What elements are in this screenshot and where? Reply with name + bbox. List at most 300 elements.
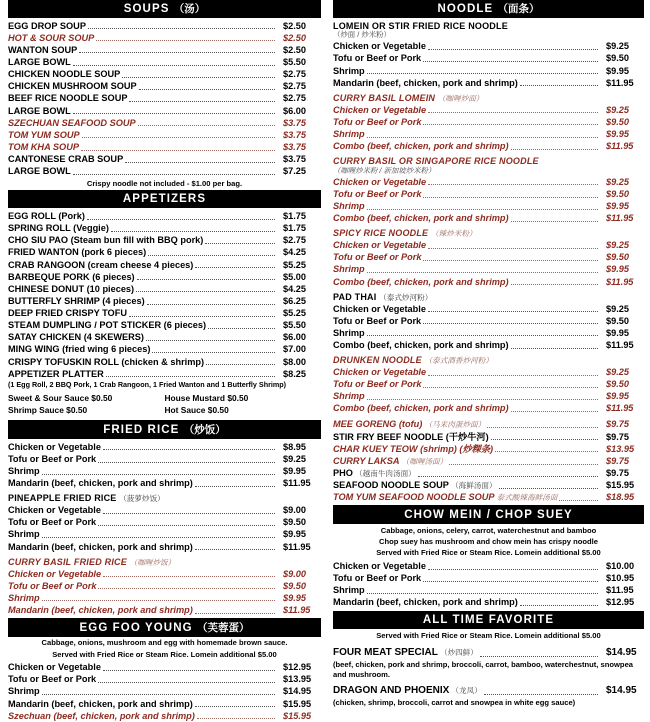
curry-basil-singapore-items: [333, 176, 644, 225]
menu-item-price: $5.50: [283, 320, 306, 331]
menu-item-row: [333, 251, 644, 263]
menu-item-price: $9.25: [606, 303, 629, 314]
dot-leader: [491, 439, 598, 440]
menu-item-price: $9.75: [606, 431, 629, 442]
lomein-title-chinese: （炒面 / 炒米粉）: [333, 30, 391, 40]
menu-item-price: $11.95: [606, 77, 634, 88]
dot-leader: [428, 49, 598, 50]
curry-basil-singapore-title: CURRY BASIL OR SINGAPORE RICE NOODLE: [333, 156, 539, 167]
menu-item-row: [333, 263, 644, 275]
menu-item-price: $3.75: [283, 129, 306, 140]
menu-item-row: [8, 56, 321, 68]
soups-title: SOUPS: [123, 2, 170, 15]
menu-item-name: CRISPY TOFUSKIN ROLL (chicken & shrimp): [8, 356, 205, 367]
section-header-appetizers: [8, 190, 321, 208]
spicy-rice-noodle-title: SPICY RICE NOODLE: [333, 228, 429, 239]
menu-item-row: [8, 210, 321, 222]
dot-leader: [480, 656, 598, 657]
menu-item-name: DRAGON AND PHOENIX （龙凤）: [333, 684, 482, 696]
spicy-rice-noodle-subheader: [333, 224, 644, 239]
menu-item-name: TOM KHA SOUP: [8, 141, 79, 152]
menu-item-price: $9.95: [283, 592, 306, 603]
menu-item-row: [333, 479, 644, 491]
all-time-favorite-desc: Served with Fried Rice or Steam Rice. Lomein additional $5.00: [376, 630, 601, 640]
menu-item-name: SZECHUAN SEAFOOD SOUP: [8, 117, 136, 128]
menu-item-name: BEEF RICE NOODLE SOUP: [8, 93, 128, 104]
menu-item-name: LARGE BOWL: [8, 56, 71, 67]
menu-item-name: Combo (beef, chicken, pork and shrimp): [333, 339, 509, 350]
menu-item-price: $9.95: [283, 466, 306, 477]
dot-leader: [42, 474, 275, 475]
menu-item-name: HOT & SOUR SOUP: [8, 32, 95, 43]
menu-item-name: BUTTERFLY SHRIMP (4 pieces): [8, 295, 145, 306]
menu-item-row: [333, 560, 644, 572]
curry-basil-lomein-items: [333, 104, 644, 153]
menu-item-row: [333, 65, 644, 77]
menu-item-row: [333, 431, 644, 443]
menu-item-price: $9.50: [606, 116, 629, 127]
menu-item-name: EGG ROLL (Pork): [8, 210, 85, 221]
menu-item-price: $9.75: [606, 419, 629, 430]
menu-item-name: Shrimp: [333, 201, 365, 212]
chow-mein-desc-3: Served with Fried Rice or Steam Rice. Lomein additional $5.00: [376, 548, 601, 558]
menu-item-row: [8, 343, 321, 355]
menu-item-name: Chicken or Vegetable: [333, 176, 427, 187]
menu-item-price: $5.25: [283, 259, 306, 270]
menu-item-name-chinese: （炒四鲜）: [437, 648, 478, 658]
menu-item-row: [8, 516, 321, 528]
menu-item-row: [333, 646, 644, 659]
menu-item-name: Tofu or Beef or Pork: [333, 188, 422, 199]
menu-item-row: [8, 259, 321, 271]
dot-leader: [423, 260, 598, 261]
dot-leader: [449, 464, 598, 465]
menu-item-price: $8.25: [283, 368, 306, 379]
dot-leader: [98, 462, 275, 463]
sauces-column-left: [8, 392, 165, 416]
menu-item-price: $15.95: [283, 710, 312, 721]
menu-item-row: [8, 673, 321, 685]
menu-item-name: SPRING ROLL (Veggie): [8, 223, 109, 234]
menu-item-row: [8, 141, 321, 153]
fried-rice-title: FRIED RICE: [103, 423, 180, 436]
menu-item-price: $3.75: [283, 117, 306, 128]
dot-leader: [423, 581, 598, 582]
menu-item-price: $11.95: [606, 276, 634, 287]
menu-item-price: $2.50: [283, 32, 306, 43]
menu-item-name: CRAB RANGOON (cream cheese 4 pieces): [8, 259, 194, 270]
menu-item-price: $5.25: [283, 308, 306, 319]
menu-item-price: $2.75: [283, 235, 306, 246]
pad-thai-title-chinese: （泰式炒河粉）: [379, 292, 433, 302]
dot-leader: [137, 279, 275, 280]
menu-item-price: $2.50: [283, 20, 306, 31]
menu-item-row: [333, 402, 644, 414]
menu-item-name: Shrimp: [333, 128, 365, 139]
menu-item-row: [8, 283, 321, 295]
menu-item-price: $2.75: [283, 69, 306, 80]
menu-item-name: CHO SIU PAO (Steam bun fill with BBQ pork): [8, 235, 204, 246]
menu-item-row: [333, 52, 644, 64]
menu-item-row: [8, 465, 321, 477]
chow-mein-desc-2: Chop suey has mushroom and chow mein has crispy noodle: [379, 537, 598, 546]
curry-basil-fried-rice-subheader: [8, 553, 321, 568]
menu-item-price: $9.95: [606, 391, 629, 402]
soups-note: Crispy noodle not included - $1.00 per bag.: [86, 178, 243, 188]
dot-leader: [195, 613, 275, 614]
dot-leader: [98, 588, 275, 589]
dot-leader: [428, 248, 598, 249]
dot-leader: [98, 525, 275, 526]
menu-item-name: Shrimp: [333, 65, 365, 76]
menu-item-name: Chicken or Vegetable: [8, 505, 101, 516]
dot-leader: [129, 316, 275, 317]
fried-rice-title-chinese: （炒饭）: [183, 423, 226, 436]
dot-leader: [511, 284, 598, 285]
menu-item-name: CHAR KUEY TEOW (shrimp) (炒粿条): [333, 443, 494, 454]
dot-leader: [195, 706, 275, 707]
menu-item-row: [8, 568, 321, 580]
dot-leader: [122, 77, 275, 78]
menu-item-name: Shrimp: [333, 327, 365, 338]
menu-item-row: [333, 77, 644, 89]
menu-item-price: $11.95: [283, 604, 311, 615]
menu-item-row: [333, 303, 644, 315]
lomein-items: [333, 40, 644, 89]
menu-item-price: $6.00: [283, 105, 306, 116]
menu-item-row: [8, 222, 321, 234]
menu-item-row: [333, 188, 644, 200]
menu-item-name: Chicken or Vegetable: [8, 662, 101, 673]
dot-leader: [484, 694, 598, 695]
menu-item-price: $1.75: [283, 223, 306, 234]
menu-item-row: [333, 200, 644, 212]
menu-item-name: Tofu or Beef or Pork: [333, 116, 422, 127]
curry-basil-fried-rice-title-chinese: （咖喱炒饭）: [129, 557, 176, 567]
section-header-all-time-favorite: [333, 612, 644, 630]
menu-item-price: $14.95: [606, 647, 637, 659]
dot-leader: [125, 162, 275, 163]
menu-item-name: Combo (beef, chicken, pork and shrimp): [333, 141, 509, 152]
curry-basil-fried-rice-title: CURRY BASIL FRIED RICE: [8, 556, 127, 567]
section-header-noodle: [333, 0, 644, 18]
menu-item-name: Shrimp: [333, 391, 365, 402]
menu-item-name: EGG DROP SOUP: [8, 20, 86, 31]
menu-item-name: SATAY CHICKEN (4 SKEWERS): [8, 332, 144, 343]
menu-item-name: Tofu or Beef or Pork: [8, 517, 97, 528]
menu-item-row: [8, 698, 321, 710]
menu-item-name: LARGE BOWL: [8, 105, 71, 116]
egg-foo-young-items: [8, 661, 321, 722]
dot-leader: [148, 255, 275, 256]
sauces-column-right: [165, 392, 322, 416]
menu-item-name: CHICKEN NOODLE SOUP: [8, 69, 121, 80]
menu-item-price: $9.25: [606, 176, 629, 187]
menu-item-name: Shrimp: [8, 529, 40, 540]
menu-item-price: $6.00: [283, 332, 306, 343]
menu-item-name: Tofu or Beef or Pork: [333, 53, 422, 64]
dot-leader: [206, 364, 275, 365]
menu-item-row: [333, 378, 644, 390]
dot-leader: [423, 124, 598, 125]
noodle-specialties: [333, 418, 644, 503]
noodle-title-chinese: （面条）: [497, 2, 540, 15]
dot-leader: [559, 500, 598, 501]
right-column: [325, 0, 650, 708]
menu-item-price: $11.95: [606, 213, 634, 224]
dot-leader: [195, 486, 275, 487]
menu-item-row: [8, 368, 321, 380]
menu-item-name-chinese: （越南牛肉汤面）: [352, 469, 416, 479]
menu-item-price: $11.95: [606, 585, 634, 596]
sauce-item: Hot Sauce $0.50: [164, 405, 229, 416]
menu-item-row: [8, 234, 321, 246]
chow-mein-desc-1: Cabbage, onions, celery, carrot, waterchestnut and bamboo: [380, 525, 597, 535]
menu-item-price: $4.25: [283, 283, 306, 294]
menu-item-price: $9.95: [283, 529, 306, 540]
menu-item-price: $15.95: [606, 480, 635, 491]
menu-item-row: [8, 271, 321, 283]
egg-foo-young-title-chinese: （芙蓉蛋）: [196, 621, 250, 634]
dot-leader: [195, 549, 275, 550]
dot-leader: [73, 174, 275, 175]
dot-leader: [98, 682, 275, 683]
egg-foo-young-desc-2: Served with Fried Rice or Steam Rice. Lomein additional $5.00: [52, 649, 277, 659]
menu-item-name: Chicken or Vegetable: [8, 568, 102, 579]
menu-item-price: $9.75: [606, 455, 629, 466]
menu-item-name: Chicken or Vegetable: [333, 303, 426, 314]
dot-leader: [73, 113, 275, 114]
dot-leader: [428, 375, 598, 376]
menu-item-name: Chicken or Vegetable: [333, 240, 427, 251]
chow-mein-title: CHOW MEIN / CHOP SUEY: [404, 508, 573, 521]
menu-item-price: $15.95: [283, 698, 312, 709]
favorite-item: [333, 680, 644, 708]
dot-leader: [146, 340, 275, 341]
menu-item-price: $2.75: [283, 81, 306, 92]
dot-leader: [367, 209, 598, 210]
menu-item-price: $13.95: [606, 443, 635, 454]
menu-item-price: $9.25: [606, 41, 629, 52]
menu-item-name: Combo (beef, chicken, pork and shrimp): [333, 403, 509, 414]
menu-item-price: $9.95: [606, 264, 629, 275]
menu-item-row: [333, 276, 644, 288]
dot-leader: [428, 184, 598, 185]
menu-item-row: [8, 117, 321, 129]
menu-item-price: $5.00: [283, 271, 306, 282]
noodle-title: NOODLE: [437, 2, 494, 15]
menu-item-name: DEEP FRIED CRISPY TOFU: [8, 308, 127, 319]
dot-leader: [139, 89, 275, 90]
menu-item-row: [333, 390, 644, 402]
menu-item-name: SEAFOOD NOODLE SOUP （海鲜汤面）: [333, 480, 497, 491]
dot-leader: [87, 219, 275, 220]
menu-item-price: $2.50: [283, 44, 306, 55]
menu-item-row: [333, 212, 644, 224]
menu-item-name: WANTON SOUP: [8, 44, 78, 55]
dot-leader: [81, 150, 275, 151]
dot-leader: [367, 137, 598, 138]
soups-items: [8, 18, 321, 178]
menu-item-row: [333, 116, 644, 128]
curry-basil-lomein-title-chinese: （咖喱炒面）: [437, 93, 484, 103]
sauces-block: [8, 389, 321, 418]
menu-item-row: [8, 20, 321, 32]
menu-item-name: Mandarin (beef, chicken, pork and shrimp): [333, 597, 518, 608]
menu-item-name: Mandarin (beef, chicken, pork and shrimp): [8, 478, 193, 489]
menu-item-name: PHO （越南牛肉汤面）: [333, 468, 416, 479]
sauce-item: House Mustard $0.50: [164, 392, 249, 403]
chow-mein-items: [333, 560, 644, 609]
menu-item-row: [8, 105, 321, 117]
curry-basil-singapore-subheader: [333, 152, 644, 176]
section-header-soups: [8, 0, 321, 18]
menu-item-name: Chicken or Vegetable: [8, 441, 101, 452]
dot-leader: [367, 73, 598, 74]
curry-basil-singapore-title-chinese: （咖喱炒米粉 / 新加坡炒米粉）: [333, 165, 436, 175]
egg-foo-young-title: EGG FOO YOUNG: [79, 621, 193, 634]
menu-item-row: [333, 339, 644, 351]
menu-item-price: $9.95: [606, 327, 629, 338]
sauce-item: Shrimp Sauce $0.50: [8, 405, 88, 416]
menu-item-row: [333, 572, 644, 584]
dot-leader: [103, 670, 275, 671]
dot-leader: [367, 272, 598, 273]
menu-item-row: [333, 315, 644, 327]
menu-item-row: [333, 596, 644, 608]
favorite-item-description: (beef, chicken, pork and shrimp, broccoli, carrot, bamboo, waterchestnut, snowpea and mushroom.: [333, 660, 634, 680]
menu-item-row: [8, 528, 321, 540]
menu-item-row: [333, 40, 644, 52]
dot-leader: [423, 197, 598, 198]
menu-item-name: MING WING (fried wing 6 pieces): [8, 344, 151, 355]
menu-item-row: [333, 491, 644, 503]
menu-item-name: Shrimp: [8, 592, 40, 603]
menu-item-name: CANTONESE CRAB SOUP: [8, 154, 124, 165]
dot-leader: [138, 125, 275, 126]
menu-item-row: [8, 80, 321, 92]
menu-item-price: $9.95: [606, 65, 629, 76]
menu-item-price: $11.95: [606, 339, 634, 350]
spicy-rice-noodle-title-chinese: （辣炒米粉）: [430, 229, 477, 239]
dot-leader: [195, 267, 275, 268]
dot-leader: [423, 387, 598, 388]
menu-item-name: STIR FRY BEEF NOODLE (干炒牛河): [333, 431, 489, 442]
menu-item-row: [8, 319, 321, 331]
egg-foo-young-desc-1: Cabbage, onions, mushroom and egg with homemade brown sauce.: [41, 638, 288, 648]
menu-item-price: $9.00: [283, 505, 306, 516]
dot-leader: [103, 513, 275, 514]
dot-leader: [511, 149, 598, 150]
menu-item-price: $9.75: [606, 468, 629, 479]
menu-item-name: TOM YUM SOUP: [8, 129, 80, 140]
menu-item-price: $7.00: [283, 344, 306, 355]
menu-item-row: [8, 441, 321, 453]
curry-basil-lomein-subheader: [333, 89, 644, 104]
menu-item-row: [8, 44, 321, 56]
dot-leader: [73, 65, 275, 66]
dot-leader: [367, 335, 598, 336]
dot-leader: [42, 600, 275, 601]
menu-item-name-chinese: （海鲜汤面）: [448, 481, 497, 491]
menu-item-price: $9.00: [283, 568, 306, 579]
pad-thai-subheader: [333, 288, 644, 303]
menu-item-price: $12.95: [283, 662, 312, 673]
menu-item-row: [333, 443, 644, 455]
menu-item-row: [8, 710, 321, 722]
menu-item-name: Mandarin (beef, chicken, pork and shrimp): [8, 604, 193, 615]
lomein-title: LOMEIN OR STIR FRIED RICE NOODLE: [333, 20, 508, 31]
all-time-favorite-title: ALL TIME FAVORITE: [422, 614, 555, 627]
menu-item-name: Chicken or Vegetable: [333, 41, 426, 52]
menu-item-price: $4.25: [283, 247, 306, 258]
menu-item-price: $9.50: [606, 188, 629, 199]
menu-item-price: $10.95: [606, 573, 635, 584]
section-header-fried-rice: [8, 421, 321, 439]
dot-leader: [82, 137, 275, 138]
menu-item-row: [333, 418, 644, 430]
dot-leader: [111, 231, 275, 232]
dot-leader: [428, 569, 598, 570]
dot-leader: [96, 40, 275, 41]
dot-leader: [103, 449, 275, 450]
menu-item-name: Szechuan (beef, chicken, pork and shrimp): [8, 710, 195, 721]
menu-item-row: [8, 580, 321, 592]
menu-item-price: $10.00: [606, 560, 635, 571]
pineapple-fried-rice-title-chinese: （菠萝炒饭）: [119, 494, 165, 504]
menu-item-row: [333, 327, 644, 339]
menu-item-price: $11.95: [283, 541, 311, 552]
menu-item-row: [8, 68, 321, 80]
menu-item-price: $11.95: [283, 478, 311, 489]
menu-item-price: $12.95: [606, 597, 635, 608]
menu-item-price: $9.50: [606, 252, 629, 263]
dot-leader: [520, 85, 598, 86]
menu-item-row: [8, 541, 321, 553]
menu-item-name: BARBEQUE PORK (6 pieces): [8, 271, 135, 282]
menu-item-row: [8, 331, 321, 343]
menu-item-price: $9.25: [283, 453, 306, 464]
menu-item-name: Tofu or Beef or Pork: [8, 453, 97, 464]
menu-item-name: Mandarin (beef, chicken, pork and shrimp): [8, 698, 193, 709]
dot-leader: [106, 376, 275, 377]
all-time-favorite-items: [333, 642, 644, 708]
menu-item-name: Mandarin (beef, chicken, pork and shrimp): [8, 541, 193, 552]
menu-item-price: $1.75: [283, 210, 306, 221]
menu-item-name: Tofu or Beef or Pork: [8, 580, 97, 591]
menu-item-name: Tofu or Beef or Pork: [333, 379, 422, 390]
dot-leader: [88, 28, 275, 29]
drunken-noodle-items: [333, 366, 644, 415]
menu-item-price: $14.95: [606, 684, 637, 696]
menu-item-name: Mandarin (beef, chicken, pork and shrimp): [333, 77, 518, 88]
dot-leader: [511, 411, 598, 412]
dot-leader: [129, 101, 275, 102]
curry-basil-fried-rice-items: [8, 568, 321, 617]
menu-item-price: $18.95: [606, 492, 635, 503]
menu-item-price: $11.95: [606, 141, 634, 152]
menu-item-row: [8, 153, 321, 165]
pad-thai-items: [333, 303, 644, 352]
section-header-chow-mein: [333, 506, 644, 524]
pad-thai-title: PAD THAI: [333, 291, 377, 302]
dot-leader: [208, 328, 275, 329]
menu-item-name: Combo (beef, chicken, pork and shrimp): [333, 276, 509, 287]
menu-item-row: [8, 661, 321, 673]
dot-leader: [428, 311, 598, 312]
menu-item-price: $9.25: [606, 104, 629, 115]
menu-item-price: $9.25: [606, 366, 629, 377]
